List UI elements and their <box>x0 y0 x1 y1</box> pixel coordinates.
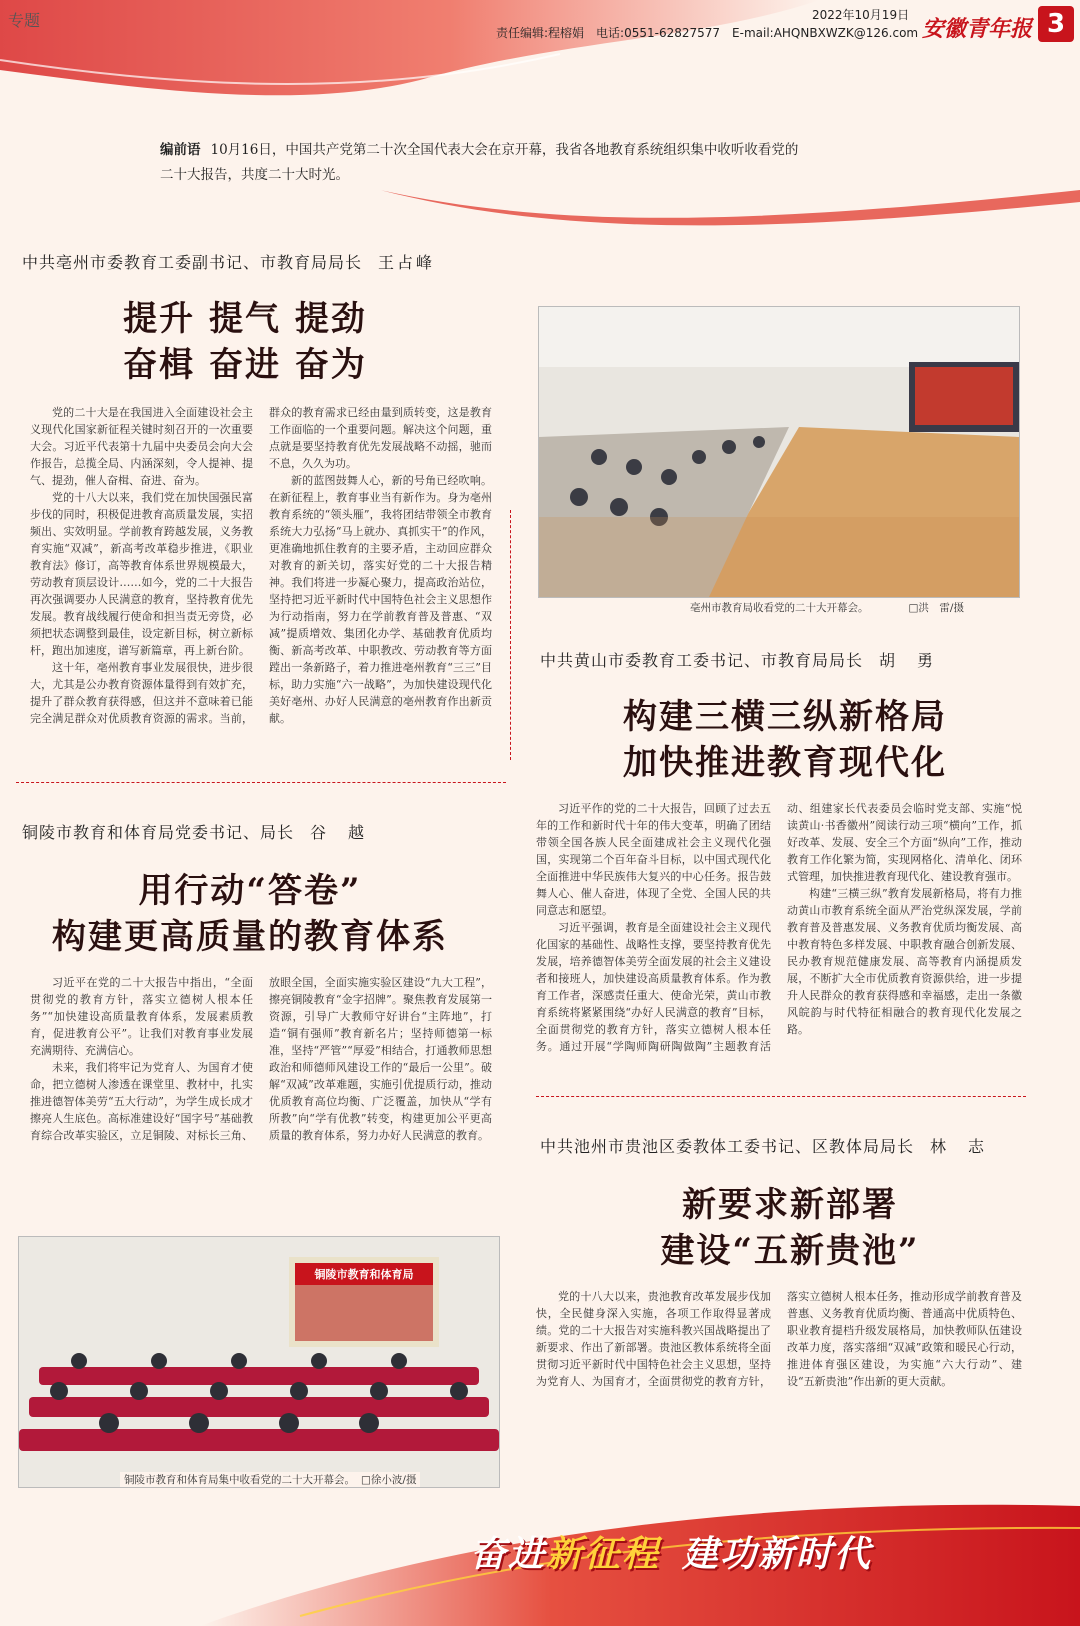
huangshan-paragraph: 构建“三横三纵”教育发展新格局，将有力推动黄山市教育系统全面从严治党纵深发展，学前教育普及普惠发展、义务教育优质均衡发展、高中教育特色多样发展、中职教育融合创新发展、民办教育规范健康发展、高等教育内涵提质发展，不断扩大全市优质教育资源供给，进一步提升人民群众的教育获得感和幸福感，走出一条徽风皖韵与时代特征相融合的教育现代化发展之路。 <box>787 887 1022 1036</box>
horizontal-divider <box>16 782 506 783</box>
huangshan-headline <box>560 694 1010 786</box>
page-number-badge: 3 <box>1038 6 1074 42</box>
guichi-headline <box>580 1182 1000 1274</box>
bozhou-byline-name: 王占峰 <box>378 253 436 272</box>
bozhou-byline <box>22 250 435 273</box>
section-tag: 专题 <box>8 11 41 30</box>
editor-note-text: 10月16日，中国共产党第二十次全国代表大会在京开幕，我省各地教育系统组织集中收听收看党的二十大报告，共度二十大时光。 <box>160 142 799 183</box>
editor-contact-line: 责任编辑:程榕娟 电话:0551-62827577 E-mail:AHQNBXWZK@126.com <box>496 26 919 40</box>
bozhou-meeting-photo <box>538 306 1020 598</box>
vertical-divider <box>510 510 511 760</box>
bozhou-photo-credit: □洪 雷/摄 <box>908 602 964 614</box>
slogan-part2: 新征程 <box>546 1534 661 1575</box>
huangshan-paragraph: 习近平强调，教育是全面建设社会主义现代化国家的基础性、战略性支撑，要坚持教育优先发展，培养德智体美劳全面发展的社会主义建设者和接班人，加快建设高质量教育体系。作为教育工作者，深感责任重大、使命光荣，黄山市教育系统将紧紧围绕“办好人民满意的教育”目标，全面贯彻党的教育方针，落实立德树人根本任务。通过开展“学陶师陶研陶做陶”主题教育活动、组建家长代表委员会临时党支部、实施“悦读黄山·书香徽州”阅读行动三项“横向”工作，抓好改革、发展、安全三个方面“纵向”工作，推动教育工作化繁为简，实现网格化、清单化、闭环式管理，加快推进教育现代化、建设教育强市。 <box>536 802 1022 1053</box>
bozhou-byline-title: 中共亳州市委教育工委副书记、市教育局局长 <box>22 253 363 272</box>
bozhou-headline-line2: 奋楫 奋进 奋为 <box>123 345 367 385</box>
tongling-headline-line2: 构建更高质量的教育体系 <box>52 917 448 957</box>
huangshan-headline-line1: 构建三横三纵新格局 <box>623 697 947 737</box>
slogan-part3: 建功新时代 <box>682 1534 873 1575</box>
guichi-headline-line1: 新要求新部署 <box>682 1185 898 1225</box>
tongling-photo-credit: □徐小波/摄 <box>361 1474 417 1486</box>
bozhou-paragraph: 党的十八大以来，我们党在加快国强民富步伐的同时，积极促进教育高质量发展，实招频出、实效明显。学前教育跨越发展，义务教育实施“双减”，新高考改革稳步推进，《职业教育法》修订，高等教育体系世界规模最大，劳动教育顶层设计……如今，党的二十大报告再次强调要办人民满意的教育，坚持教育优先发展。教育战线履行使命和担当责无旁贷，必须把状态调整到最佳，设定新目标，树立新标杆，跑出加速度，谱写新篇章，再上新台阶。 <box>30 491 253 657</box>
huangshan-body <box>536 800 1022 1080</box>
header-swoosh-graphic <box>0 0 1080 120</box>
huangshan-byline-name: 胡 勇 <box>879 651 937 670</box>
horizontal-divider <box>536 1096 1026 1097</box>
slogan-banner <box>470 1526 872 1577</box>
divider-swoosh <box>0 180 1080 230</box>
tongling-headline <box>30 868 470 960</box>
tongling-headline-line1: 用行动“答卷” <box>138 871 362 911</box>
huangshan-byline <box>540 648 936 671</box>
bozhou-caption-text: 亳州市教育局收看党的二十大开幕会。 <box>690 602 869 614</box>
guichi-byline-name: 林 志 <box>930 1137 988 1156</box>
bozhou-paragraph: 党的二十大是在我国进入全面建设社会主义现代化国家新征程关键时刻召开的一次重要大会。习近平代表第十九届中央委员会向大会作报告，总揽全局、内涵深刻，令人提神、提气、提劲，催人奋楫、奋进、奋为。 <box>30 406 253 487</box>
tongling-meeting-photo <box>18 1236 500 1488</box>
tongling-body <box>30 974 492 1174</box>
huangshan-headline-line2: 加快推进教育现代化 <box>623 743 947 783</box>
tongling-paragraph: 习近平在党的二十大报告中指出，“全面贯彻党的教育方针，落实立德树人根本任务”“加快建设高质量教育体系，发展素质教育，促进教育公平”。让我们对教育事业发展充满期待、充满信心。 <box>30 976 253 1057</box>
tongling-byline-title: 铜陵市教育和体育局党委书记、局长 <box>22 823 295 842</box>
header-band <box>0 0 1080 120</box>
editor-note-label: 编前语 <box>160 142 201 158</box>
guichi-paragraph: 党的十八大以来，贵池教育改革发展步伐加快，全民健身深入实施，各项工作取得显著成绩。党的二十大报告对实施科教兴国战略提出了新要求、作出了新部署。贵池区教体系统将全面贯彻习近平新时代中国特色社会主义思想，坚持为党育人、为国育才，全面贯彻党的教育方针，落实立德树人根本任务，推动形成学前教育普及普惠、义务教育优质均衡、普通高中优质特色、职业教育提档升级发展格局，加快教师队伍建设改革力度，落实落细“双减”政策和暖民心行动，推进体育强区建设，为实施“六大行动”、建设“五新贵池”作出新的更大贡献。 <box>536 1290 1022 1388</box>
tongling-screen-label: 铜陵市教育和体育局 <box>314 1268 414 1281</box>
guichi-body <box>536 1288 1022 1428</box>
tongling-byline-name: 谷 越 <box>310 823 368 842</box>
tongling-caption-text: 铜陵市教育和体育局集中收看党的二十大开幕会。 <box>124 1474 355 1486</box>
bozhou-paragraph: 这十年，亳州教育事业发展很快，进步很大，尤其是公办教育资源体量得到有效扩充，提升了群众教育获得感，但这并不意味着已能完全满足群众对优质教育资源的需求。当前，群众的教育需求已经由量到质转变，这是教育工作面临的一个重要问题。解决这个问题，重点就是要坚持教育优先发展战略不动摇，驰而不息，久久为功。 <box>30 406 492 725</box>
bozhou-photo-caption <box>690 600 964 615</box>
slogan-part1: 奋进 <box>470 1534 547 1575</box>
guichi-headline-line2: 建设“五新贵池” <box>660 1231 920 1271</box>
bozhou-headline-line1: 提升 提气 提劲 <box>123 299 367 339</box>
guichi-byline <box>540 1134 987 1157</box>
bozhou-headline <box>50 296 440 388</box>
huangshan-byline-title: 中共黄山市委教育工委书记、市教育局局长 <box>540 651 864 670</box>
huangshan-paragraph: 习近平作的党的二十大报告，回顾了过去五年的工作和新时代十年的伟大变革，明确了团结带领全国各族人民全面建成社会主义现代化强国，实现第二个百年奋斗目标，以中国式现代化全面推进中华民族伟大复兴的中心任务。报告鼓舞人心、催人奋进，体现了全党、全国人民的共同意志和愿望。 <box>536 802 771 917</box>
guichi-byline-title: 中共池州市贵池区委教体工委书记、区教体局局长 <box>540 1137 915 1156</box>
newspaper-logo: 安徽青年报 <box>922 16 1033 42</box>
tongling-byline <box>22 820 367 843</box>
issue-date: 2022年10月19日 <box>812 8 910 22</box>
tongling-paragraph: 未来，我们将牢记为党育人、为国育才使命，把立德树人渗透在课堂里、教材中，扎实推进德智体美劳“五大行动”，为学生成长成才擦亮人生底色。高标准建设好“国字号”基础教育综合改革实验区，立足铜陵、对标长三角、放眼全国，全面实施实验区建设“九大工程”，擦亮铜陵教育“金字招牌”。聚焦教育发展第一资源，引导广大教师守好讲台“主阵地”，打造“铜有强师”教育新名片；坚持师德第一标准，坚持“严管”“厚爱”相结合，打通教师思想政治和师德师风建设工作的“最后一公里”。破解“双减”改革难题，实施引优提质行动，推动优质教育高位均衡、广泛覆盖，加快从“学有所教”向“学有优教”转变，构建更加公平更高质量的教育体系，努力办好人民满意的教育。 <box>30 976 492 1142</box>
bozhou-body <box>30 404 492 750</box>
bozhou-paragraph: 新的蓝图鼓舞人心，新的号角已经吹响。在新征程上，教育事业当有新作为。身为亳州教育系统的“领头雁”，我将团结带领全市教育系统大力弘扬“马上就办、真抓实干”的作风，更准确地抓住教育的主要矛盾，主动回应群众对教育的新关切，落实好党的二十大报告精神。我们将进一步凝心聚力，提高政治站位，坚持把习近平新时代中国特色社会主义思想作为行动指南，努力在学前教育普及普惠、“双减”提质增效、集团化办学、基础教育优质均衡、新高考改革、中职教改、劳动教育等方面蹚出一条新路子，着力推进亳州教育“三三”目标，助力实施“六一战略”，为加快建设现代化美好亳州、办好人民满意的亳州教育作出新贡献。 <box>269 474 492 725</box>
